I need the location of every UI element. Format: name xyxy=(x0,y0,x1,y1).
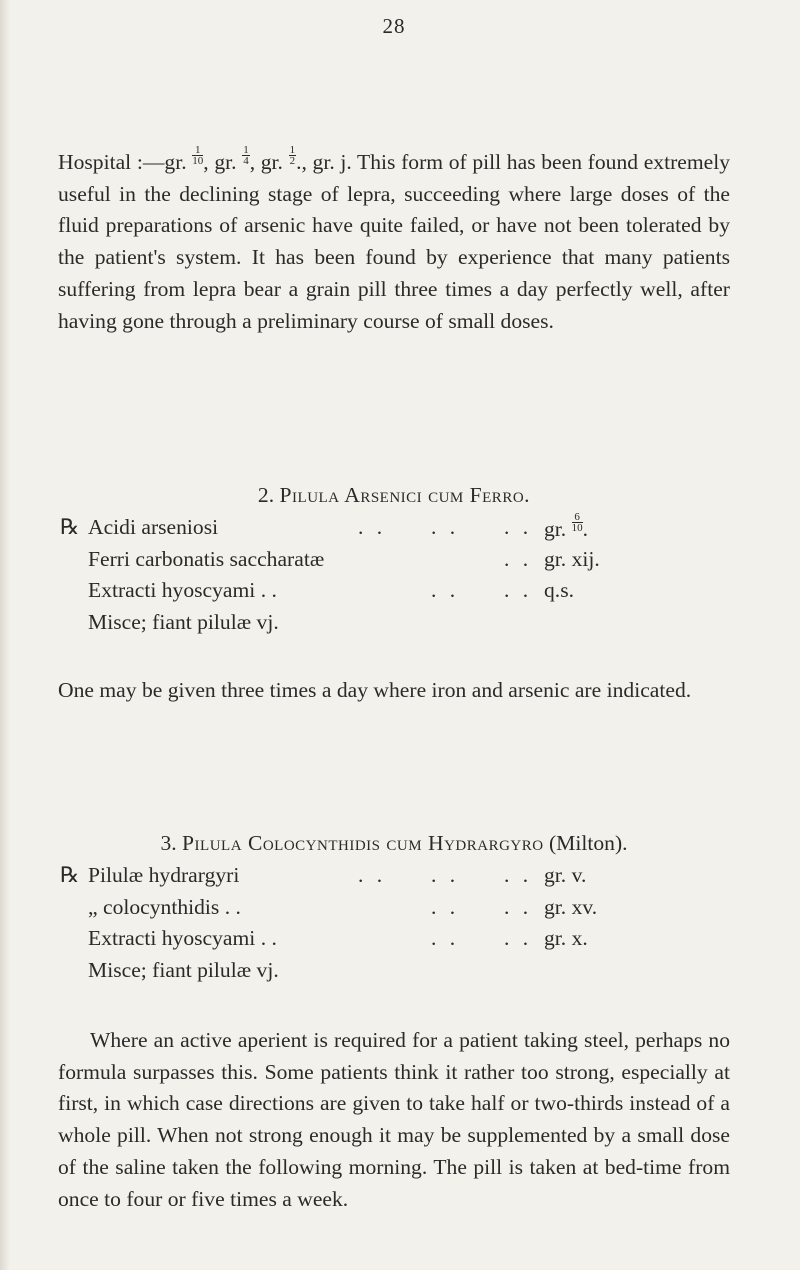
recipe-symbol: ℞ xyxy=(60,515,80,539)
leader-dots: . . xyxy=(504,926,533,950)
section-number: 2. xyxy=(257,483,275,507)
leader-dots: . . xyxy=(431,515,460,539)
prescription-row xyxy=(58,544,730,576)
prescription-arsenic-iron xyxy=(58,512,730,638)
section-title-suffix: (Milton). xyxy=(548,831,628,855)
prescription-row xyxy=(58,575,730,607)
prescription-row xyxy=(58,512,730,544)
leader-dots: . . xyxy=(504,863,533,887)
fraction-one-tenth: $\frac{1}{10}$ xyxy=(192,144,204,167)
section-title: Pilula Arsenici cum Ferro. xyxy=(279,483,531,507)
fraction-six-tenths: $\frac{6}{10}$ xyxy=(571,511,583,534)
ingredient-quantity: gr. xij. xyxy=(544,546,600,571)
prescription-row xyxy=(58,923,730,955)
section-heading-pilula-colocynthidis xyxy=(58,828,730,858)
ingredient-name: Acidi arseniosi xyxy=(88,515,219,539)
section-number: 3. xyxy=(160,831,177,855)
ingredient-name: Extracti hyoscyami . . xyxy=(88,578,277,602)
leader-dots: . . xyxy=(431,894,460,919)
prescription-row xyxy=(58,892,730,924)
ingredient-quantity: gr. xv. xyxy=(544,894,598,919)
leader-dots: . . xyxy=(358,863,387,887)
section-heading-pilula-arsenici xyxy=(58,480,730,510)
paragraph-aperient-note: Where an active aperient is required for a patient taking steel, perhaps no formula surpasses this. Some patients think it rather too strong, especially at first, in which case directions are given to take half or two-thirds instead of a whole pill. When not strong enough it may be supplemented by a small dose of the saline taken the following morning. The pill is taken at bed-time from once to four or five times a week. xyxy=(58,1028,730,1211)
leader-dots: . . xyxy=(431,926,460,950)
leader-dots: . . xyxy=(504,578,533,602)
ingredient-quantity: gr. x. xyxy=(544,926,588,950)
section-title: Pilula Colocynthidis cum Hydrargyro xyxy=(182,831,544,855)
page-number: 28 xyxy=(382,14,406,38)
leader-dots: . . xyxy=(431,578,460,602)
ingredient-name: Pilulæ hydrargyri xyxy=(88,863,240,887)
fraction-one-quarter: $\frac{1}{4}$ xyxy=(243,144,249,167)
fraction-one-half: $\frac{1}{2}$ xyxy=(289,144,296,167)
paragraph-arsenic-iron-note: One may be given three times a day where iron and arsenic are indicated. xyxy=(58,678,692,702)
ingredient-quantity: q.s. xyxy=(544,578,574,602)
prescription-row xyxy=(58,860,730,892)
prescription-direction: Misce; fiant pilulæ vj. xyxy=(88,609,279,634)
ingredient-name: „ colocynthidis . . xyxy=(88,894,241,919)
recipe-symbol: ℞ xyxy=(60,863,80,887)
prescription-direction-row xyxy=(58,607,730,639)
prescription-colocynth-mercury xyxy=(58,860,730,986)
paragraph-lead: Hospital :—gr. xyxy=(58,150,193,174)
leader-dots: . . xyxy=(504,546,533,571)
leader-dots: . . xyxy=(504,515,533,539)
prescription-direction-row xyxy=(58,955,730,987)
book-page xyxy=(58,0,730,1270)
leader-dots: . . xyxy=(431,863,460,887)
ingredient-quantity: gr. $\frac{6}{10}$ . xyxy=(544,511,588,541)
ingredient-name: Ferri carbonatis saccharatæ xyxy=(88,546,325,571)
prescription-direction: Misce; fiant pilulæ vj. xyxy=(88,957,279,982)
paragraph-hospital-dosage: Hospital :—gr. $\frac{1}{10}$ , gr. $\frac{1}{4}$ , gr. $\frac{1}{2}$ ., gr. j. This form of pill has been found extremely useful in the declining stage of lepra, succeeding where large doses of the fluid preparations of arsenic have quite failed, or have not been tolerated by the patient's system. It has been found by experience that many patients suffering from lepra bear a grain pill three times a day perfectly well, after having gone through a preliminary course of small doses. xyxy=(58,144,731,333)
ingredient-quantity: gr. v. xyxy=(544,863,587,887)
leader-dots: . . xyxy=(358,515,387,539)
leader-dots: . . xyxy=(504,894,533,919)
ingredient-name: Extracti hyoscyami . . xyxy=(88,926,277,950)
page-edge-shadow xyxy=(0,0,10,1270)
